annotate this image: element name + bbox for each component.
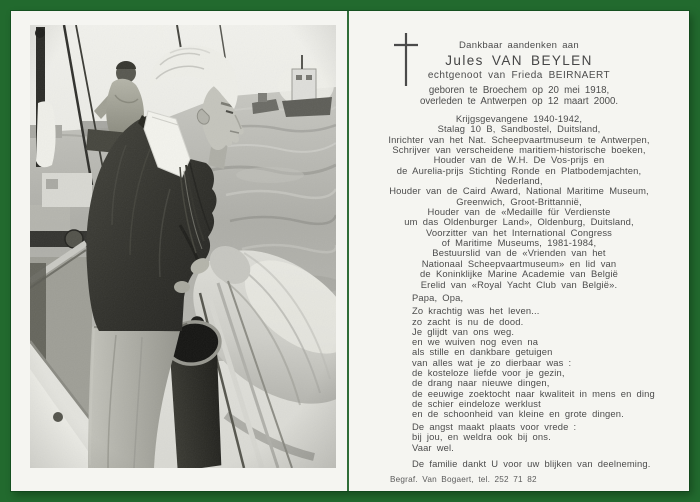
poem-line: en de schoonheid van kleine en grote dingen. xyxy=(412,408,624,420)
poem-line: de kosteloze liefde voor je gezin, xyxy=(412,367,565,379)
bio-line: Krijgsgevangene 1940-1942, xyxy=(455,113,583,124)
bio-line: Nationaal Scheepvaartmuseum» en lid van xyxy=(421,257,617,269)
bio-line: um das Oldenburger Land», Oldenburg, Duitsland, xyxy=(404,216,634,228)
deceased-name: Jules VAN BEYLEN xyxy=(445,53,593,68)
poem-line: De angst maakt plaats voor vrede : xyxy=(412,420,577,432)
bio-line: Greenwich, Groot-Brittannië, xyxy=(456,195,582,207)
farewell-line: Vaar wel. xyxy=(412,442,455,454)
poem-line: en we wuiven nog even na xyxy=(412,336,539,348)
biography xyxy=(349,114,689,290)
text-panel xyxy=(349,11,689,491)
poem-line: de eeuwige zoektocht naar kwaliteit in mens en ding xyxy=(412,387,655,399)
bio-line: Bestuurslid van de «Vrienden van het xyxy=(432,247,606,259)
card xyxy=(11,11,689,491)
memorial-photo xyxy=(30,25,336,468)
bio-line: de Aurelia-prijs Stichting Ronde en Platbodemjachten, xyxy=(396,164,642,176)
poem-line: als stille en dankbare getuigen xyxy=(412,346,553,358)
poem-stanza-2 xyxy=(412,422,655,443)
thanks-line: De familie dankt U voor uw blijken van deelneming. xyxy=(412,458,651,470)
bio-line: Stalag 10 B, Sandbostel, Duitsland, xyxy=(437,123,601,135)
undertaker-line: Begraf. Van Bogaert, tel. 252 71 82 xyxy=(390,475,537,484)
spouse-line: echtgenoot van Frieda BEIRNAERT xyxy=(427,70,611,81)
bio-line: Nederland, xyxy=(495,175,543,187)
poem-line: zo zacht is nu de dood. xyxy=(412,315,524,327)
intro-line: Dankbaar aandenken aan xyxy=(459,40,579,51)
poem xyxy=(412,293,655,470)
poem-line: de schier eindeloze werklust xyxy=(412,397,541,409)
poem-salutation: Papa, Opa, xyxy=(412,292,464,303)
bio-line: of Maritime Museums, 1981-1984, xyxy=(441,237,597,249)
poem-stanza-1 xyxy=(412,306,655,419)
bio-line: Erelid van «Royal Yacht Club van België». xyxy=(420,278,618,290)
bio-line: Houder van de «Medaille für Verdienste xyxy=(427,206,611,218)
bio-line: Houder van de Caird Award, National Maritime Museum, xyxy=(389,185,649,197)
poem-line: Je glijdt van ons weg. xyxy=(412,325,515,337)
poem-line: van alles wat je zo dierbaar was : xyxy=(412,356,572,368)
bio-line: de Koninklijke Marine Academie van België xyxy=(420,268,618,280)
death-line: overleden te Antwerpen op 12 maart 2000. xyxy=(419,95,619,107)
poem-line: bij jou, en weldra ook bij ons. xyxy=(412,430,551,442)
bio-line: Schrijver van verscheidene maritiem-historische boeken, xyxy=(392,144,646,156)
bio-line: Voorzitter van het International Congress xyxy=(425,226,613,238)
birth-line: geboren te Broechem op 20 mei 1918, xyxy=(428,85,610,96)
photo-panel xyxy=(30,25,336,468)
bio-line: Inrichter van het Nat. Scheepvaartmuseum te Antwerpen, xyxy=(388,133,650,145)
bio-line: Houder van de W.H. De Vos-prijs en xyxy=(433,154,605,166)
poem-line: de drang naar nieuwe dingen, xyxy=(412,377,550,389)
life-dates xyxy=(349,86,689,107)
poem-line: Zo krachtig was het leven... xyxy=(412,305,540,317)
